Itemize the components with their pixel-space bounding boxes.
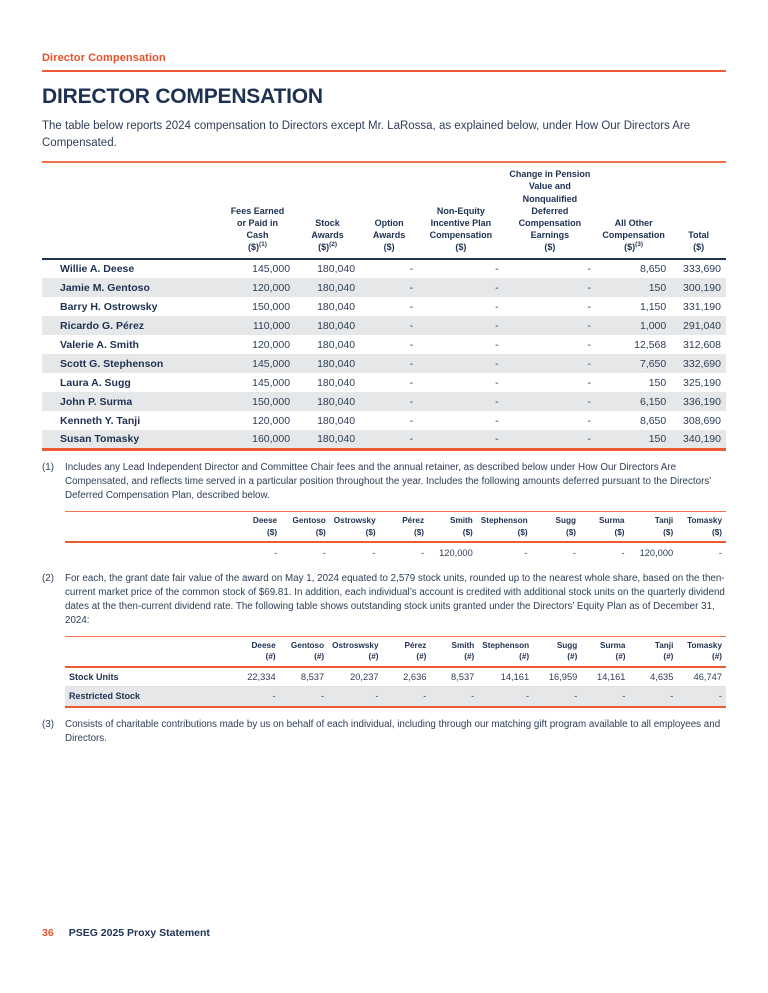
deferred-compensation-table — [65, 511, 726, 562]
value-cell: - — [587, 395, 591, 408]
value-cell: - — [409, 281, 414, 294]
deferred-compensation-table-header — [65, 512, 726, 542]
value-cell: 22,334 — [231, 667, 279, 687]
value-cell: - — [587, 357, 591, 370]
value-cell: 180,040 — [317, 338, 356, 351]
value-cell: 150,000 — [252, 395, 291, 408]
column-header-cell: Stephenson (#) — [478, 636, 533, 666]
stock-units-table-header — [65, 636, 726, 666]
value-cell: - — [375, 691, 379, 702]
footnote-3 — [42, 718, 726, 746]
value-cell: - — [495, 433, 499, 446]
table-row — [65, 542, 726, 562]
page-footer — [42, 927, 210, 939]
value-cell: - — [409, 357, 414, 370]
page-title: DIRECTOR COMPENSATION — [42, 85, 323, 108]
value-cell: 1,000 — [639, 319, 667, 332]
header-row — [42, 162, 726, 259]
value-cell: 180,040 — [317, 395, 356, 408]
value-cell: 150 — [648, 376, 667, 389]
value-cell: - — [420, 547, 425, 558]
value-cell: - — [587, 263, 591, 276]
director-name-cell: Kenneth Y. Tanji — [60, 414, 141, 427]
value-cell: - — [572, 547, 576, 558]
value-cell: 332,690 — [683, 357, 721, 370]
column-header-cell: All Other Compensation ($)$^{(3)}$ — [596, 162, 671, 259]
column-header-cell: Stephenson ($) — [477, 512, 532, 542]
value-cell: 180,040 — [317, 319, 356, 332]
value-cell: - — [574, 691, 578, 702]
column-header-cell: Deese ($) — [233, 512, 281, 542]
value-cell: - — [495, 395, 499, 408]
value-cell: - — [372, 547, 376, 558]
table-row — [42, 278, 726, 297]
value-cell: - — [423, 691, 427, 702]
value-cell: 120,000 — [252, 281, 291, 294]
value-cell: 20,237 — [328, 667, 382, 687]
footnote-1 — [42, 461, 726, 503]
footnote-text: For each, the grant date fair value of the award on May 1, 2024 equated to 2,579 stock units, rounded up to the nearest whole share, based on the then-current market price of the common stock of $69.81. In addition, each individual’s account is credited with additional stock units on the quarterly dividend dates at the then-current dividend rate. The following table shows outstanding stock units granted under the Directors’ Equity Plan as of December 31, 2024: — [65, 573, 725, 626]
value-cell: 7,650 — [639, 357, 667, 370]
spacer-header-cell — [65, 512, 233, 542]
column-header-cell: Tomasky (#) — [677, 636, 726, 666]
value-cell: - — [526, 691, 530, 702]
value-cell: 12,568 — [634, 338, 667, 351]
deferred-compensation-table-body — [65, 542, 726, 562]
value-cell: 180,040 — [317, 414, 356, 427]
director-compensation-table-header — [42, 162, 726, 259]
director-name-cell: Laura A. Sugg — [60, 376, 131, 389]
column-header-cell: Surma (#) — [581, 636, 629, 666]
footnote-text: Includes any Lead Independent Director and Committee Chair fees and the annual retainer, as described below under How Our Directors Are Compensated, and reflects time served in a particular position throughout the year. Includes the following amounts deferred pursuant to the Directors’ Deferred Compensation Plan, described below. — [65, 462, 712, 502]
value-cell: 8,537 — [280, 667, 328, 687]
value-cell: 180,040 — [317, 263, 356, 276]
value-cell: 16,959 — [533, 667, 581, 687]
column-header-cell: Gentoso (#) — [280, 636, 328, 666]
table-row — [42, 373, 726, 392]
value-cell: - — [409, 300, 414, 313]
value-cell: 120,000 — [639, 547, 674, 558]
row-label-cell: Restricted Stock — [69, 691, 141, 702]
value-cell: 180,040 — [317, 433, 356, 446]
director-name-cell: Jamie M. Gentoso — [60, 281, 150, 294]
director-compensation-table-body — [42, 259, 726, 450]
column-header-cell: Sugg (#) — [533, 636, 581, 666]
value-cell: 325,190 — [683, 376, 721, 389]
column-header-cell: Tanji ($) — [628, 512, 677, 542]
value-cell: - — [587, 414, 591, 427]
column-header-cell: Tanji (#) — [629, 636, 677, 666]
column-header-cell: Total ($) — [671, 162, 726, 259]
table-row — [42, 392, 726, 411]
table-row — [42, 335, 726, 354]
column-header-cell: Pérez ($) — [380, 512, 428, 542]
value-cell: 120,000 — [439, 547, 473, 558]
value-cell: 145,000 — [252, 357, 291, 370]
table-row — [42, 411, 726, 430]
value-cell: - — [409, 263, 414, 276]
value-cell: 145,000 — [252, 263, 291, 276]
value-cell: 14,161 — [581, 667, 629, 687]
value-cell: 291,040 — [683, 319, 721, 332]
value-cell: - — [524, 547, 528, 558]
value-cell: 110,000 — [252, 319, 291, 332]
value-cell: 160,000 — [252, 433, 291, 446]
value-cell: 150,000 — [252, 300, 291, 313]
value-cell: 14,161 — [478, 667, 533, 687]
column-header-cell: Deese (#) — [231, 636, 279, 666]
value-cell: 8,650 — [639, 263, 667, 276]
value-cell: 6,150 — [639, 395, 667, 408]
value-cell: - — [409, 414, 414, 427]
value-cell: - — [471, 691, 475, 702]
value-cell: 180,040 — [317, 281, 356, 294]
value-cell: 4,635 — [629, 667, 677, 687]
value-cell: - — [495, 300, 499, 313]
value-cell: 2,636 — [383, 667, 431, 687]
header-row — [65, 512, 726, 542]
value-cell: 180,040 — [317, 376, 356, 389]
value-cell: 180,040 — [317, 300, 356, 313]
header-row — [65, 636, 726, 666]
column-header-cell: Pérez (#) — [383, 636, 431, 666]
footnote-marker: (2) — [42, 573, 54, 585]
stock-units-table — [65, 636, 726, 708]
value-cell: 336,190 — [683, 395, 721, 408]
footnote-2 — [42, 572, 726, 628]
value-cell: - — [409, 433, 414, 446]
column-header-cell: Ostrowsky ($) — [330, 512, 380, 542]
director-name-cell: Barry H. Ostrowsky — [60, 300, 158, 313]
value-cell: - — [409, 319, 414, 332]
column-header-cell: Option Awards ($) — [360, 162, 418, 259]
value-cell: 340,190 — [683, 433, 721, 446]
value-cell: - — [409, 376, 414, 389]
column-header-cell: Change in Pension Value and Nonqualified Deferred Compensation Earnings ($) — [504, 162, 596, 259]
value-cell: - — [272, 691, 276, 702]
value-cell: 120,000 — [252, 414, 291, 427]
column-header-cell: Smith (#) — [430, 636, 478, 666]
value-cell: - — [670, 691, 674, 702]
value-cell: - — [495, 376, 499, 389]
value-cell: 46,747 — [677, 667, 726, 687]
value-cell: - — [621, 547, 625, 558]
row-label-cell — [65, 542, 233, 562]
table-row — [42, 430, 726, 450]
director-compensation-table — [42, 161, 726, 451]
value-cell: 331,190 — [683, 300, 721, 313]
column-header-cell: Non-Equity Incentive Plan Compensation ($) — [418, 162, 504, 259]
table-row — [42, 297, 726, 316]
value-cell: - — [495, 281, 499, 294]
table-row — [65, 687, 726, 707]
value-cell: - — [622, 691, 626, 702]
value-cell: - — [587, 319, 591, 332]
value-cell: - — [495, 338, 499, 351]
value-cell: - — [409, 395, 414, 408]
value-cell: - — [495, 263, 499, 276]
table-row — [65, 667, 726, 687]
column-header-cell: Fees Earned or Paid in Cash ($)$^{(1)}$ — [220, 162, 295, 259]
table-row — [42, 354, 726, 373]
spacer-header-cell — [65, 636, 231, 666]
value-cell: - — [718, 547, 722, 558]
table-row — [42, 259, 726, 278]
value-cell: 312,608 — [683, 338, 721, 351]
page-number: 36 — [42, 927, 54, 939]
footnote-ref: (3) — [635, 241, 644, 249]
column-header-cell: Smith ($) — [428, 512, 477, 542]
value-cell: 150 — [648, 433, 667, 446]
value-cell: - — [273, 547, 278, 558]
value-cell: 120,000 — [252, 338, 291, 351]
value-cell: 308,690 — [683, 414, 721, 427]
row-label-cell: Stock Units — [65, 667, 231, 687]
director-name-cell: Scott G. Stephenson — [60, 357, 164, 370]
director-name-cell: Willie A. Deese — [60, 263, 135, 276]
director-name-cell: Ricardo G. Pérez — [60, 319, 145, 332]
footnote-ref: (1) — [258, 241, 267, 249]
director-name-cell: Valerie A. Smith — [60, 338, 139, 351]
section-eyebrow: Director Compensation — [42, 52, 166, 64]
column-header-cell — [42, 162, 220, 259]
value-cell: - — [587, 300, 591, 313]
stock-units-table-body — [65, 667, 726, 707]
footnote-marker: (3) — [42, 718, 54, 730]
value-cell: 150 — [648, 281, 667, 294]
footer-label: PSEG 2025 Proxy Statement — [68, 927, 210, 939]
value-cell: - — [587, 338, 591, 351]
column-header-cell: Surma ($) — [580, 512, 629, 542]
value-cell: 300,190 — [683, 281, 721, 294]
footnote-marker: (1) — [42, 462, 54, 474]
footnote-text: Consists of charitable contributions made by us on behalf of each individual, including through our matching gift program available to all employees and Directors. — [65, 718, 721, 744]
value-cell: - — [587, 376, 591, 389]
value-cell: 180,040 — [317, 357, 356, 370]
column-header-cell: Tomasky ($) — [677, 512, 726, 542]
column-header-cell: Sugg ($) — [532, 512, 580, 542]
value-cell: - — [495, 414, 499, 427]
value-cell: - — [322, 547, 326, 558]
column-header-cell: Stock Awards ($)$^{(2)}$ — [295, 162, 360, 259]
column-header-cell: Gentoso ($) — [281, 512, 330, 542]
value-cell: - — [587, 433, 591, 446]
director-name-cell: Susan Tomasky — [60, 433, 140, 446]
value-cell: 145,000 — [252, 376, 291, 389]
table-row — [42, 316, 726, 335]
column-header-cell: Ostroswsky (#) — [328, 636, 382, 666]
value-cell: 8,537 — [430, 667, 478, 687]
director-name-cell: John P. Surma — [60, 395, 133, 408]
footnote-ref: (2) — [329, 241, 338, 249]
value-cell: 1,150 — [639, 300, 667, 313]
value-cell: - — [495, 357, 499, 370]
value-cell: - — [409, 338, 414, 351]
value-cell: - — [495, 319, 499, 332]
value-cell: 8,650 — [639, 414, 667, 427]
value-cell: - — [587, 281, 591, 294]
intro-paragraph: The table below reports 2024 compensation to Directors except Mr. LaRossa, as explained below, under How Our Directors Are Compensated. — [42, 120, 691, 149]
value-cell: - — [321, 691, 325, 702]
value-cell: 333,690 — [683, 263, 721, 276]
value-cell: - — [718, 691, 722, 702]
header-divider — [42, 70, 726, 72]
